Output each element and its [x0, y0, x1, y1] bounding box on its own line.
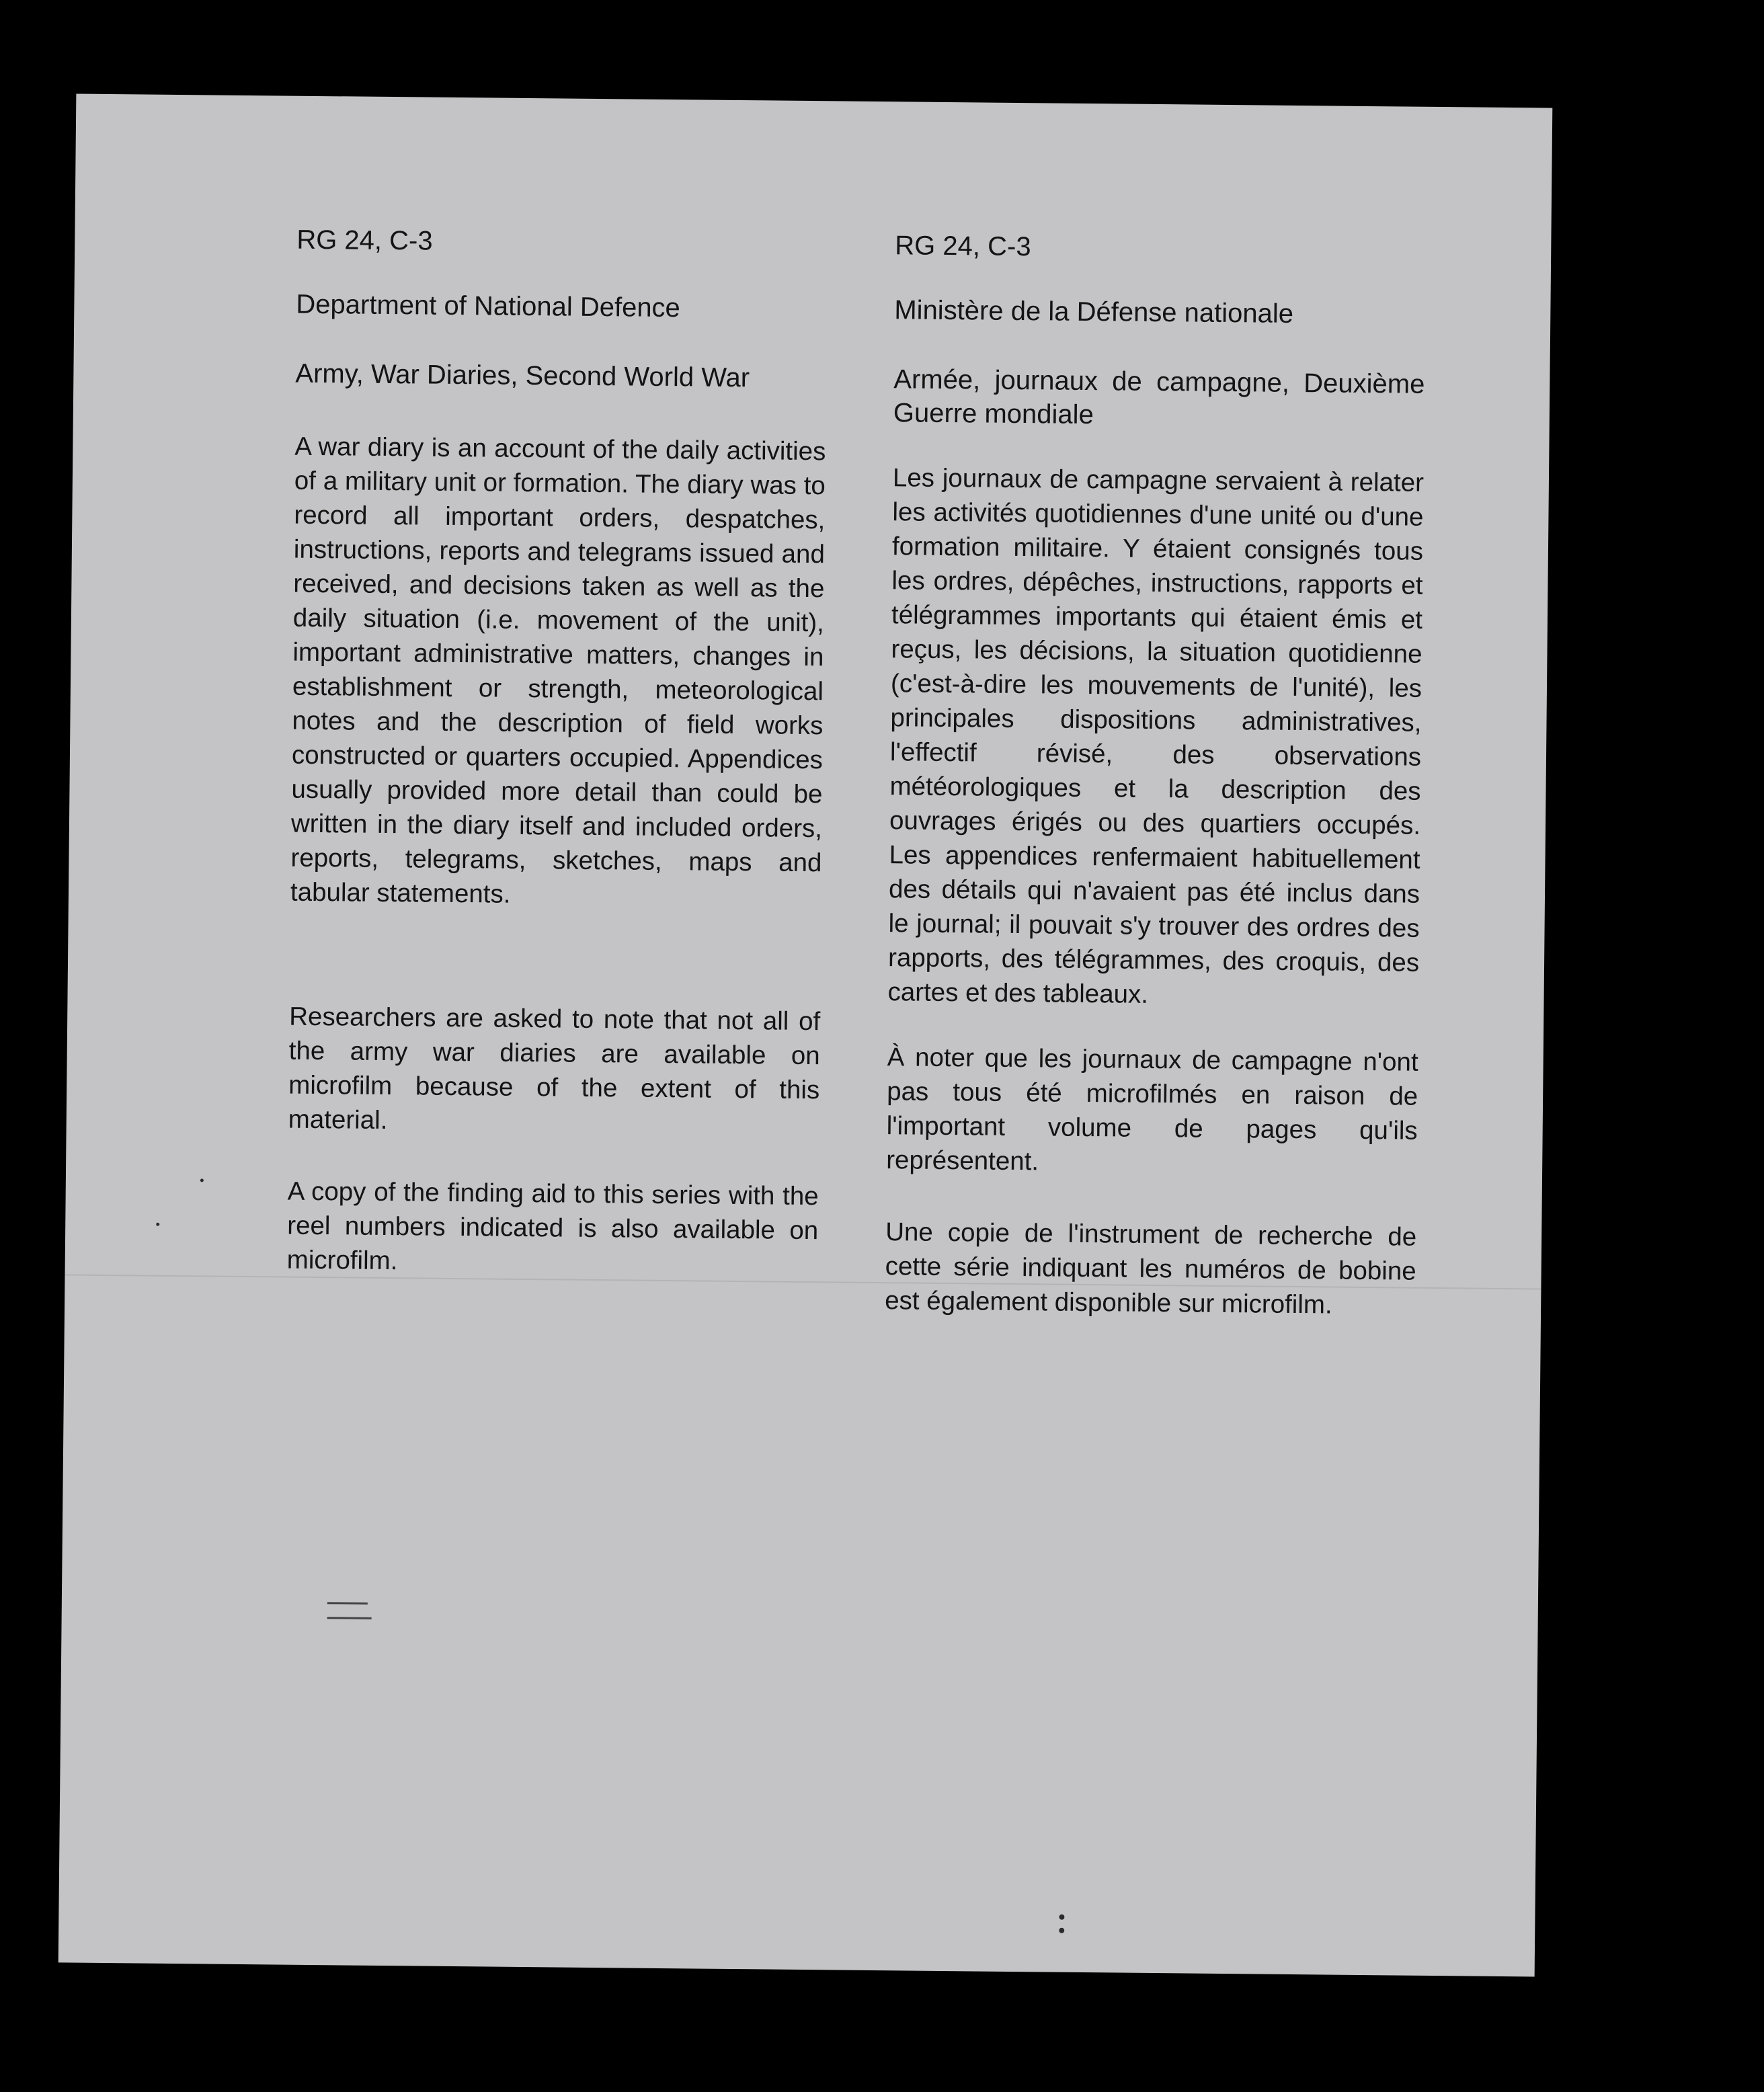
- scan-speck: [1059, 1915, 1064, 1920]
- english-department-name: Department of National Defence: [296, 289, 681, 323]
- french-researcher-note: À noter que les journaux de campagne n'ont pas tous été microfilmés en raison de l'important volume de pages qu'ils représentent.: [886, 1043, 1418, 1176]
- scan-mark: [327, 1602, 368, 1605]
- french-series-title: Armée, journaux de campagne, Deuxième Guerre mondiale: [893, 364, 1425, 430]
- scan-speck: [1059, 1928, 1064, 1933]
- english-finding-aid-note: A copy of the finding aid to this series with the reel numbers indicated is also available on microfilm.: [286, 1176, 819, 1276]
- scanned-document-page: [58, 94, 1553, 1977]
- english-column: [287, 224, 828, 1283]
- french-column: [885, 229, 1427, 1323]
- english-reference-number: RG 24, C-3: [296, 225, 433, 256]
- english-researcher-note: Researchers are asked to note that not all of the army war diaries are available on microfilm because of the extent of this material.: [288, 1002, 821, 1135]
- scan-speck: [156, 1223, 159, 1226]
- french-reference-number: RG 24, C-3: [895, 231, 1031, 262]
- french-description-paragraph: Les journaux de campagne servaient à relater les activités quotidiennes d'une unité ou d'une formation militaire. Y étaient consignés tous les ordres, dépêches, instructions, rapports et télégrammes importants qui étaient émis et reçus, les décisions, la situation quotidienne (c'est-à-dire les mouvements de l'unité), les principales dispositions administratives, l'effectif révisé, des observations météorologiques et la description des ouvrages érigés ou des quartiers occupés. Les appendices renfermaient habituellement des détails qui n'avaient pas été inclus dans le journal; il pouvait s'y trouver des ordres des rapports, des télégrammes, des croquis, des cartes et des tableaux.: [887, 463, 1425, 1009]
- french-finding-aid-note: Une copie de l'instrument de recherche de cette série indiquant les numéros de bobine est également disponible sur microfilm.: [885, 1217, 1417, 1320]
- english-description-paragraph: A war diary is an account of the daily activities of a military unit or formation. The diary was to record all important orders, despatches, instructions, reports and telegrams issued and received, and decisions taken as well as the daily situation (i.e. movement of the unit), important administrative matters, changes in establishment or strength, meteorological notes and the description of field works constructed or quarters occupied. Appendices usually provided more detail than could be written in the diary itself and included orders, reports, telegrams, sketches, maps and tabular statements.: [290, 432, 826, 909]
- scan-mark: [327, 1617, 372, 1619]
- french-department-name: Ministère de la Défense nationale: [894, 295, 1294, 329]
- scan-speck: [200, 1178, 204, 1182]
- english-series-title: Army, War Diaries, Second World War: [295, 358, 750, 393]
